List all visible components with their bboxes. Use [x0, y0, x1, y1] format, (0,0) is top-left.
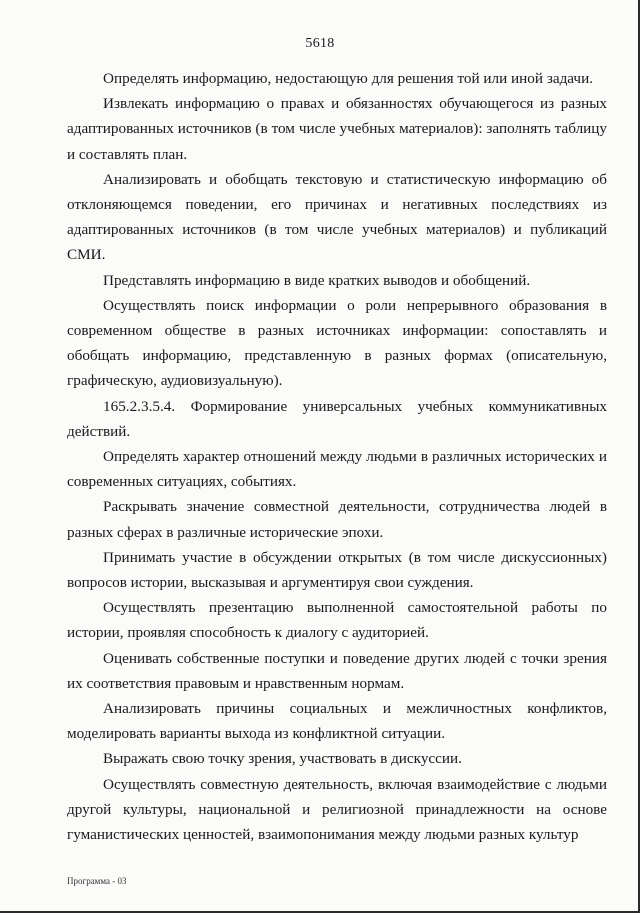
paragraph: Выражать свою точку зрения, участвовать в дискуссии.: [103, 750, 462, 768]
paragraph: Определять характер отношений между людьми в различных исторических и современных ситуациях, событиях.: [67, 448, 607, 491]
paragraph: Извлекать информацию о правах и обязанностях обучающегося из разных адаптированных источников (в том числе учебных материалов): заполнять таблицу и составлять план.: [67, 95, 607, 163]
paragraph: Анализировать причины социальных и межличностных конфликтов, моделировать варианты выхода из конфликтной ситуации.: [67, 700, 607, 743]
paragraph: Раскрывать значение совместной деятельности, сотрудничества людей в разных сферах в различные исторические эпохи.: [67, 498, 607, 541]
paragraph: Осуществлять совместную деятельность, включая взаимодействие с людьми другой культуры, национальной и религиозной принадлежности на основе гуманистических ценностей, взаимопонимания между людьми разных культур: [67, 775, 607, 844]
paragraph: Определять информацию, недостающую для решения той или иной задачи.: [103, 70, 593, 87]
section-heading: 165.2.3.5.4. Формирование универсальных учебных коммуникативных действий.: [67, 397, 607, 440]
paragraph: Принимать участие в обсуждении открытых (в том числе дискуссионных) вопросов истории, высказывая и аргументируя свои суждения.: [67, 548, 607, 592]
paragraph: Представлять информацию в виде кратких выводов и обобщений.: [103, 271, 531, 289]
paragraph: Осуществлять презентацию выполненной самостоятельной работы по истории, проявляя способность к диалогу с аудиторией.: [67, 599, 607, 642]
paragraph: Анализировать и обобщать текстовую и статистическую информацию об отклоняющемся поведении, его причинах и негативных последствиях из адаптированных источников (в том числе учебных материалов) и публикаций СМИ.: [67, 170, 607, 264]
page-footer: Программа - 03: [67, 876, 127, 886]
body-text: [67, 66, 607, 847]
paragraph: Оценивать собственные поступки и поведение других людей с точки зрения их соответствия правовым и нравственным нормам.: [67, 649, 607, 692]
page-number: 5618: [305, 36, 335, 51]
paragraph: Осуществлять поиск информации о роли непрерывного образования в современном обществе в разных источниках информации: сопоставлять и обобщать информацию, представленную в разных формах (описательную, графическую, аудиовизуальную).: [67, 296, 607, 390]
